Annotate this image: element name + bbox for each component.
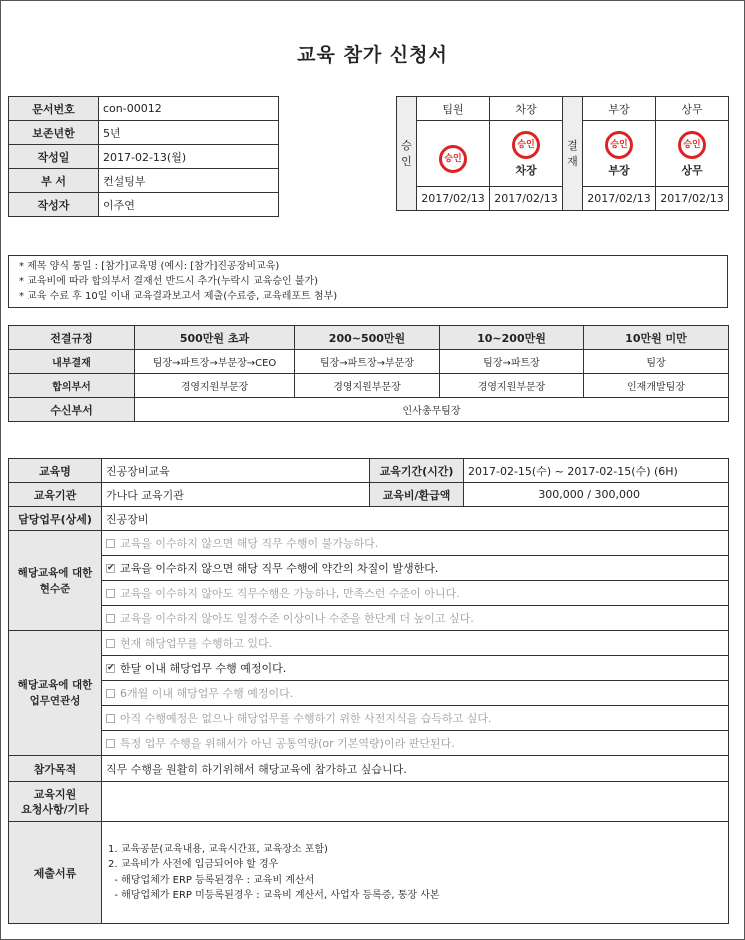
- approval-signature: [490, 121, 563, 187]
- level-row: [9, 531, 729, 556]
- page-title: 교육 참가 신청서: [297, 44, 448, 66]
- level-label: 해당교육에 대한 현수준: [9, 531, 102, 631]
- relevance-option[interactable]: [102, 681, 729, 706]
- notes-box: [8, 255, 728, 308]
- duty-value: 진공장비: [102, 507, 729, 531]
- checkbox-icon[interactable]: [106, 639, 115, 648]
- relevance-row: [9, 656, 729, 681]
- relevance-option[interactable]: [102, 631, 729, 656]
- approver-name: 차장: [515, 164, 537, 177]
- relevance-option-text: 현재 해당업무를 수행하고 있다.: [120, 637, 273, 650]
- doc-info-row: [9, 193, 279, 217]
- duty-label: 담당업무(상세): [9, 507, 102, 531]
- approval-stamp-icon: 승인: [512, 131, 540, 159]
- level-row: [9, 606, 729, 631]
- rules-cell: 팀장→파트장: [440, 350, 584, 374]
- doc-info-value: con-00012: [99, 97, 279, 121]
- approver-name: 상무: [681, 164, 703, 177]
- doc-info-label: 작성자: [9, 193, 99, 217]
- rules-row-label: 내부결재: [9, 350, 135, 374]
- doc-info-row: [9, 121, 279, 145]
- doc-info-row: [9, 97, 279, 121]
- approval-col-title: 상무: [656, 97, 729, 121]
- relevance-option[interactable]: [102, 731, 729, 756]
- checkbox-icon[interactable]: [106, 614, 115, 623]
- rules-recipient-row: [9, 398, 729, 422]
- doc-info-label: 작성일: [9, 145, 99, 169]
- document-line: 2. 교육비가 사전에 입금되어야 할 경우: [108, 859, 279, 870]
- approval-table: [396, 96, 729, 211]
- relevance-row: [9, 681, 729, 706]
- document-info-table: [8, 96, 279, 217]
- rules-header-cell: 10만원 미만: [584, 326, 729, 350]
- rules-row: [9, 374, 729, 398]
- relevance-row: [9, 706, 729, 731]
- relevance-option-text: 6개월 이내 해당업무 수행 예정이다.: [120, 687, 294, 700]
- approval-col-title: 차장: [490, 97, 563, 121]
- approver-name: 부장: [608, 164, 630, 177]
- institution-value: 가나다 교육기관: [102, 483, 370, 507]
- relevance-row: [9, 731, 729, 756]
- support-value: [102, 782, 729, 822]
- approval-date: 2017/02/13: [490, 187, 563, 211]
- support-label: 교육지원 요청사항/기타: [9, 782, 102, 822]
- recipient-label: 수신부서: [9, 398, 135, 422]
- checkbox-icon[interactable]: [106, 714, 115, 723]
- approval-date: 2017/02/13: [656, 187, 729, 211]
- approval-date: 2017/02/13: [583, 187, 656, 211]
- checkbox-icon[interactable]: [106, 589, 115, 598]
- note-line: * 교육비에 따라 합의부서 결재선 반드시 추가(누락시 교육승인 불가): [19, 276, 319, 287]
- doc-info-value: 2017-02-13(월): [99, 145, 279, 169]
- approval-signature: [583, 121, 656, 187]
- approval-stamp-icon: 승인: [605, 131, 633, 159]
- rules-row: [9, 350, 729, 374]
- checkbox-icon[interactable]: [106, 539, 115, 548]
- checkbox-icon[interactable]: [106, 739, 115, 748]
- checked-checkbox-icon[interactable]: ✔: [107, 562, 115, 573]
- rules-header-row: [9, 326, 729, 350]
- level-row: [9, 556, 729, 581]
- purpose-value: 직무 수행을 원활히 하기위해서 해당교육에 참가하고 싶습니다.: [102, 756, 729, 782]
- level-option-text: 교육을 이수하지 않으면 해당 직무 수행이 불가능하다.: [120, 537, 379, 550]
- approval-rules-table: [8, 325, 729, 422]
- approval-group-label: 승 인: [397, 97, 417, 211]
- document-line: 1. 교육공문(교육내용, 교육시간표, 교육장소 포함): [108, 843, 328, 855]
- rules-header-cell: 500만원 초과: [135, 326, 295, 350]
- doc-info-row: [9, 145, 279, 169]
- period-value: 2017-02-15(수) ~ 2017-02-15(수) (6H): [464, 459, 729, 483]
- note-line: * 교육 수료 후 10일 이내 교육결과보고서 제출(수료증, 교육레포트 첨부): [19, 291, 338, 302]
- course-name-label: 교육명: [9, 459, 102, 483]
- rules-cell: 팀장: [584, 350, 729, 374]
- level-option[interactable]: [102, 531, 729, 556]
- course-name-value: 진공장비교육: [102, 459, 370, 483]
- doc-info-value: 5년: [99, 121, 279, 145]
- rules-row-label: 합의부서: [9, 374, 135, 398]
- rules-cell: 팀장→파트장→부문장: [295, 350, 440, 374]
- relevance-option-text: 특정 업무 수행을 위해서가 아닌 공통역량(or 기본역량)이라 판단된다.: [120, 737, 455, 750]
- level-option-text: 교육을 이수하지 않으면 해당 직무 수행에 약간의 차질이 발생한다.: [120, 562, 439, 575]
- rules-header-cell: 200~500만원: [295, 326, 440, 350]
- recipient-value: 인사총무팀장: [135, 398, 729, 422]
- period-label: 교육기간(시간): [370, 459, 464, 483]
- doc-info-value: 이주연: [99, 193, 279, 217]
- relevance-label: 해당교육에 대한 업무연관성: [9, 631, 102, 756]
- relevance-option[interactable]: [102, 706, 729, 731]
- cost-value: 300,000 / 300,000: [464, 483, 729, 507]
- approval-col-title: 부장: [583, 97, 656, 121]
- purpose-label: 참가목적: [9, 756, 102, 782]
- rules-header-cell: 10~200만원: [440, 326, 584, 350]
- checked-checkbox-icon[interactable]: ✔: [107, 662, 115, 673]
- level-option[interactable]: [102, 606, 729, 631]
- course-detail-table: [8, 458, 729, 924]
- rules-cell: 팀장→파트장→부문장→CEO: [135, 350, 295, 374]
- rules-cell: 경영지원부문장: [135, 374, 295, 398]
- documents-value: [102, 822, 729, 924]
- document-line: - 해당업체가 ERP 등록된경우 : 교육비 계산서: [108, 874, 315, 886]
- cost-label: 교육비/환급액: [370, 483, 464, 507]
- approval-group-label: 결 재: [563, 97, 583, 211]
- note-line: * 제목 양식 통일 : [참가]교육명 (예시: [참가]진공장비교육): [19, 261, 280, 272]
- relevance-option-text: 아직 수행예정은 없으나 해당업무를 수행하기 위한 사전지식을 습득하고 싶다.: [120, 712, 492, 725]
- level-option-text: 교육을 이수하지 않아도 직무수행은 가능하나, 만족스런 수준이 아니다.: [120, 587, 460, 600]
- rules-cell: 경영지원부문장: [440, 374, 584, 398]
- rules-cell: 인재개발팀장: [584, 374, 729, 398]
- relevance-option[interactable]: [102, 656, 729, 681]
- doc-info-label: 문서번호: [9, 97, 99, 121]
- rules-cell: 경영지원부문장: [295, 374, 440, 398]
- document-line: - 해당업체가 ERP 미등록된경우 : 교육비 계산서, 사업자 등록증, 통장 사본: [108, 890, 440, 901]
- approval-signature: [656, 121, 729, 187]
- level-option-text: 교육을 이수하지 않아도 일정수준 이상이나 수준을 한단계 더 높이고 싶다.: [120, 612, 474, 625]
- approval-date: 2017/02/13: [417, 187, 490, 211]
- relevance-option-text: 한달 이내 해당업무 수행 예정이다.: [120, 662, 287, 675]
- level-option[interactable]: [102, 581, 729, 606]
- level-option[interactable]: [102, 556, 729, 581]
- rules-header-cell: 전결규정: [9, 326, 135, 350]
- institution-label: 교육기관: [9, 483, 102, 507]
- approval-signature: [417, 121, 490, 187]
- checkbox-icon[interactable]: [106, 689, 115, 698]
- doc-info-label: 보존년한: [9, 121, 99, 145]
- documents-label: 제출서류: [9, 822, 102, 924]
- level-row: [9, 581, 729, 606]
- doc-info-row: [9, 169, 279, 193]
- approval-stamp-icon: 승인: [439, 145, 467, 173]
- approval-stamp-icon: 승인: [678, 131, 706, 159]
- doc-info-label: 부 서: [9, 169, 99, 193]
- approval-col-title: 팀원: [417, 97, 490, 121]
- relevance-row: [9, 631, 729, 656]
- doc-info-value: 컨설팅부: [99, 169, 279, 193]
